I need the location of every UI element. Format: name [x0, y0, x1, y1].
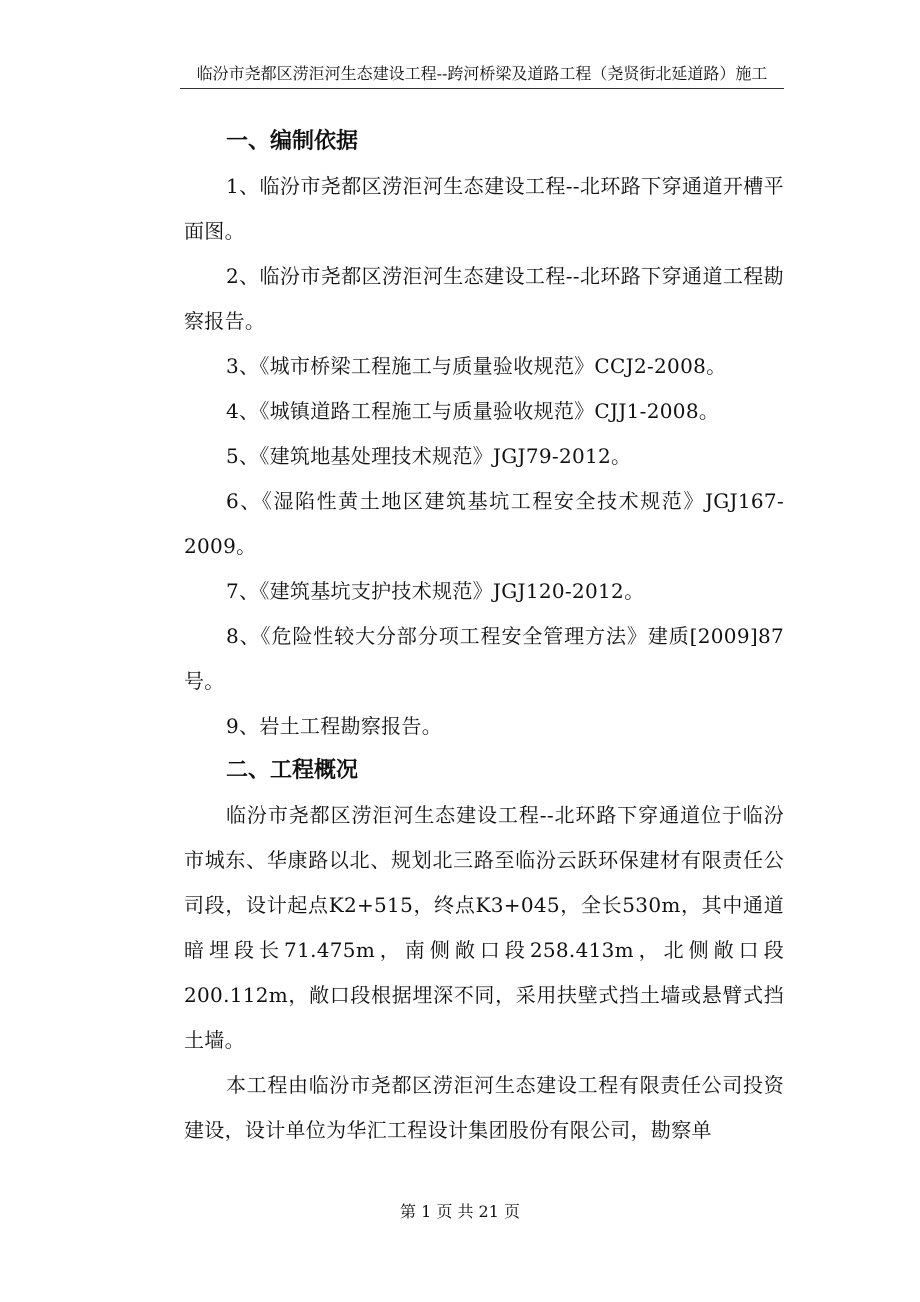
basis-item-7: 7、《建筑基坑支护技术规范》JGJ120-2012。: [226, 579, 645, 603]
section-project-overview: [184, 749, 784, 1153]
section-heading: 二、工程概况: [226, 758, 359, 783]
document-body: [184, 120, 784, 1153]
page-number: 第 1 页 共 21 页: [400, 1202, 520, 1221]
overview-paragraph-1: 临汾市尧都区涝洰河生态建设工程--北环路下穿通道位于临汾市城东、华康路以北、规划北三路至临汾云跃环保建材有限责任公司段，设计起点K2+515，终点K3+045，全长530m，其中通道暗埋段长71.475m，南侧敞口段258.413m，北侧敞口段200.112m，敞口段根据埋深不同，采用扶壁式挡土墙或悬臂式挡土墙。: [184, 803, 784, 1052]
section-heading: 一、编制依据: [226, 129, 359, 154]
basis-item-1: 1、临汾市尧都区涝洰河生态建设工程--北环路下穿通道开槽平面图。: [184, 174, 784, 243]
page-footer: [0, 1200, 920, 1224]
basis-item-3: 3、《城市桥梁工程施工与质量验收规范》CCJ2-2008。: [226, 354, 727, 378]
page-header: [180, 62, 784, 89]
basis-item-9: 9、岩土工程勘察报告。: [226, 714, 443, 738]
overview-paragraph-2: 本工程由临汾市尧都区涝洰河生态建设工程有限责任公司投资建设，设计单位为华汇工程设计集团股份有限公司，勘察单: [184, 1073, 784, 1142]
basis-item-8: 8、《危险性较大分部分项工程安全管理方法》建质[2009]87号。: [184, 624, 784, 693]
header-title: 临汾市尧都区涝洰河生态建设工程--跨河桥梁及道路工程（尧贤街北延道路）施工: [196, 64, 768, 83]
basis-item-6: 6、《湿陷性黄土地区建筑基坑工程安全技术规范》JGJ167-2009。: [184, 489, 784, 558]
basis-item-5: 5、《建筑地基处理技术规范》JGJ79-2012。: [226, 444, 632, 468]
basis-item-4: 4、《城镇道路工程施工与质量验收规范》CJJ1-2008。: [226, 399, 720, 423]
basis-item-2: 2、临汾市尧都区涝洰河生态建设工程--北环路下穿通道工程勘察报告。: [184, 264, 784, 333]
section-compilation-basis: [184, 120, 784, 749]
